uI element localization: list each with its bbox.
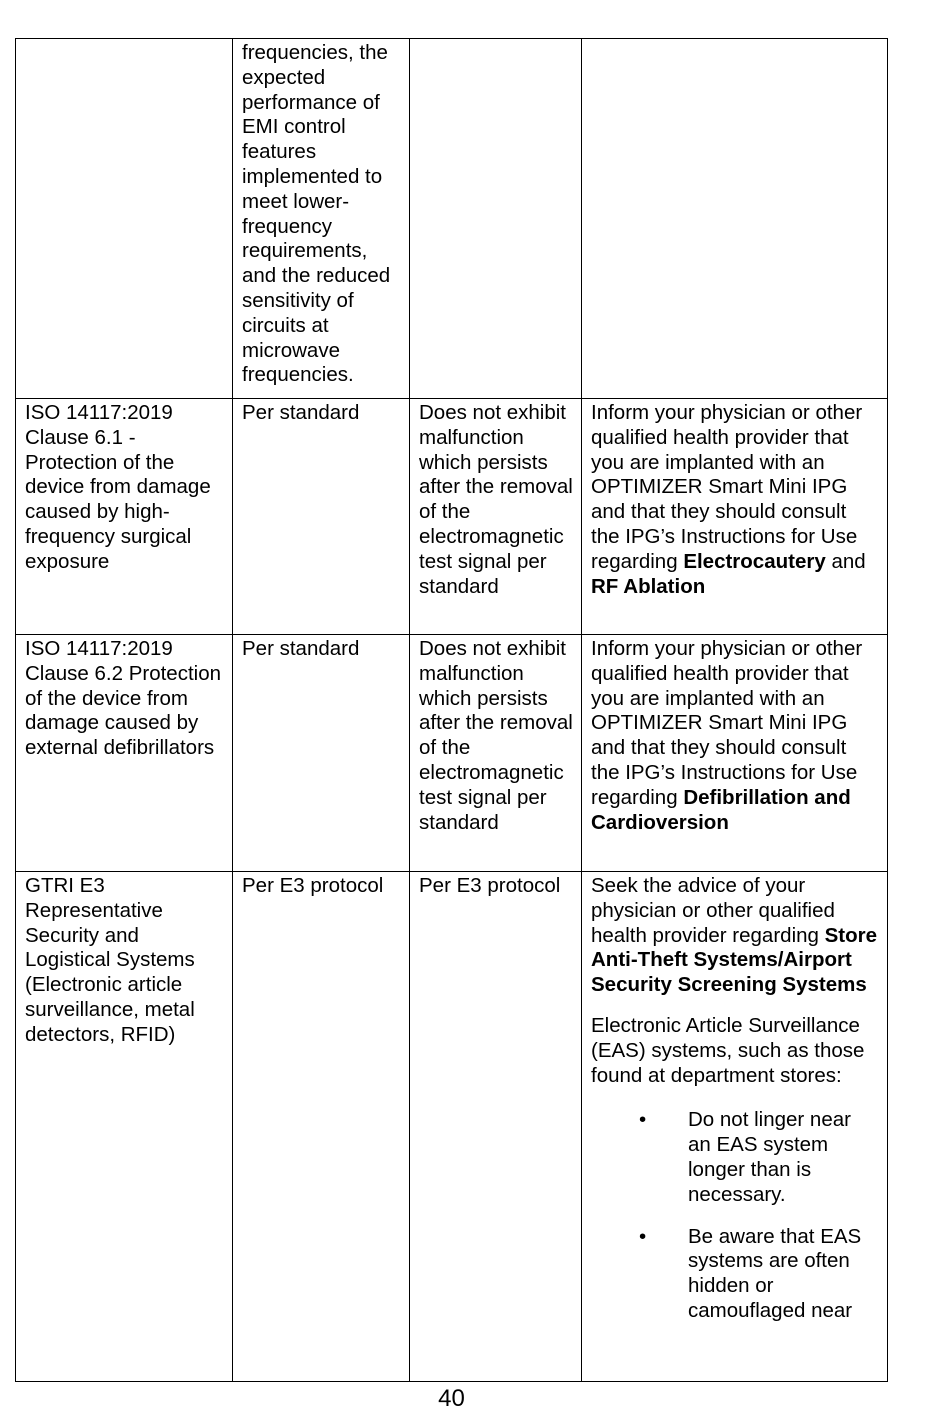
list-item [591, 1108, 879, 1207]
result-cell [410, 39, 582, 399]
guidance-cell [582, 872, 888, 1382]
guidance-emphasis: Store Anti-Theft Systems/Airport Security Screening Systems [591, 923, 878, 997]
test-cell: GTRI E3 Representative Security and Logistical Systems (Electronic article surveillance, metal detectors, RFID) [16, 872, 233, 1382]
eas-intro: Electronic Article Surveillance (EAS) systems, such as those found at department stores: [591, 1013, 865, 1087]
result-cell: Per E3 protocol [410, 872, 582, 1382]
list-item [591, 1225, 879, 1324]
guidance-cell [582, 635, 888, 872]
requirements-table [15, 38, 888, 1382]
criteria-cell: Per E3 protocol [233, 872, 410, 1382]
guidance-text: and [825, 549, 866, 573]
list-item-text: Be aware that EAS systems are often hidden or camouflaged near [688, 1224, 862, 1322]
test-cell: ISO 14117:2019 Clause 6.1 - Protection of the device from damage caused by high-frequency surgical exposure [16, 399, 233, 635]
eas-bullet-list [591, 1108, 879, 1323]
bullet-icon: • [639, 1108, 647, 1132]
test-cell [16, 39, 233, 399]
bullet-icon: • [639, 1224, 647, 1248]
list-item-text: Do not linger near an EAS system longer than is necessary. [688, 1108, 851, 1206]
criteria-cell: Per standard [233, 635, 410, 872]
guidance-paragraph [591, 874, 879, 998]
guidance-text: Inform your physician or other qualified health provider that you are implanted with an OPTIMIZER Smart Mini IPG and that they should consult the IPG’s Instructions for Use regarding [591, 401, 863, 573]
guidance-text: Inform your physician or other qualified health provider that you are implanted with an OPTIMIZER Smart Mini IPG and that they should consult the IPG’s Instructions for Use regarding [591, 637, 863, 809]
guidance-emphasis: RF Ablation [591, 574, 706, 598]
table-row [16, 872, 888, 1382]
table-row [16, 39, 888, 399]
guidance-text: Seek the advice of your physician or other qualified health provider regarding [591, 874, 835, 947]
table-row [16, 635, 888, 872]
guidance-emphasis: Defibrillation and Cardioversion [591, 785, 851, 834]
table-row [16, 399, 888, 635]
guidance-cell [582, 399, 888, 635]
test-cell: ISO 14117:2019 Clause 6.2 Protection of the device from damage caused by external defibrillators [16, 635, 233, 872]
result-cell: Does not exhibit malfunction which persists after the removal of the electromagnetic test signal per standard [410, 635, 582, 872]
rationale-cell: frequencies, the expected performance of EMI control features implemented to meet lower-frequency requirements, and the reduced sensitivity of circuits at microwave frequencies. [233, 39, 410, 399]
page-number: 40 [438, 1385, 465, 1412]
guidance-emphasis: Electrocautery [683, 549, 826, 573]
criteria-cell: Per standard [233, 399, 410, 635]
result-cell: Does not exhibit malfunction which persists after the removal of the electromagnetic test signal per standard [410, 399, 582, 635]
guidance-cell [582, 39, 888, 399]
